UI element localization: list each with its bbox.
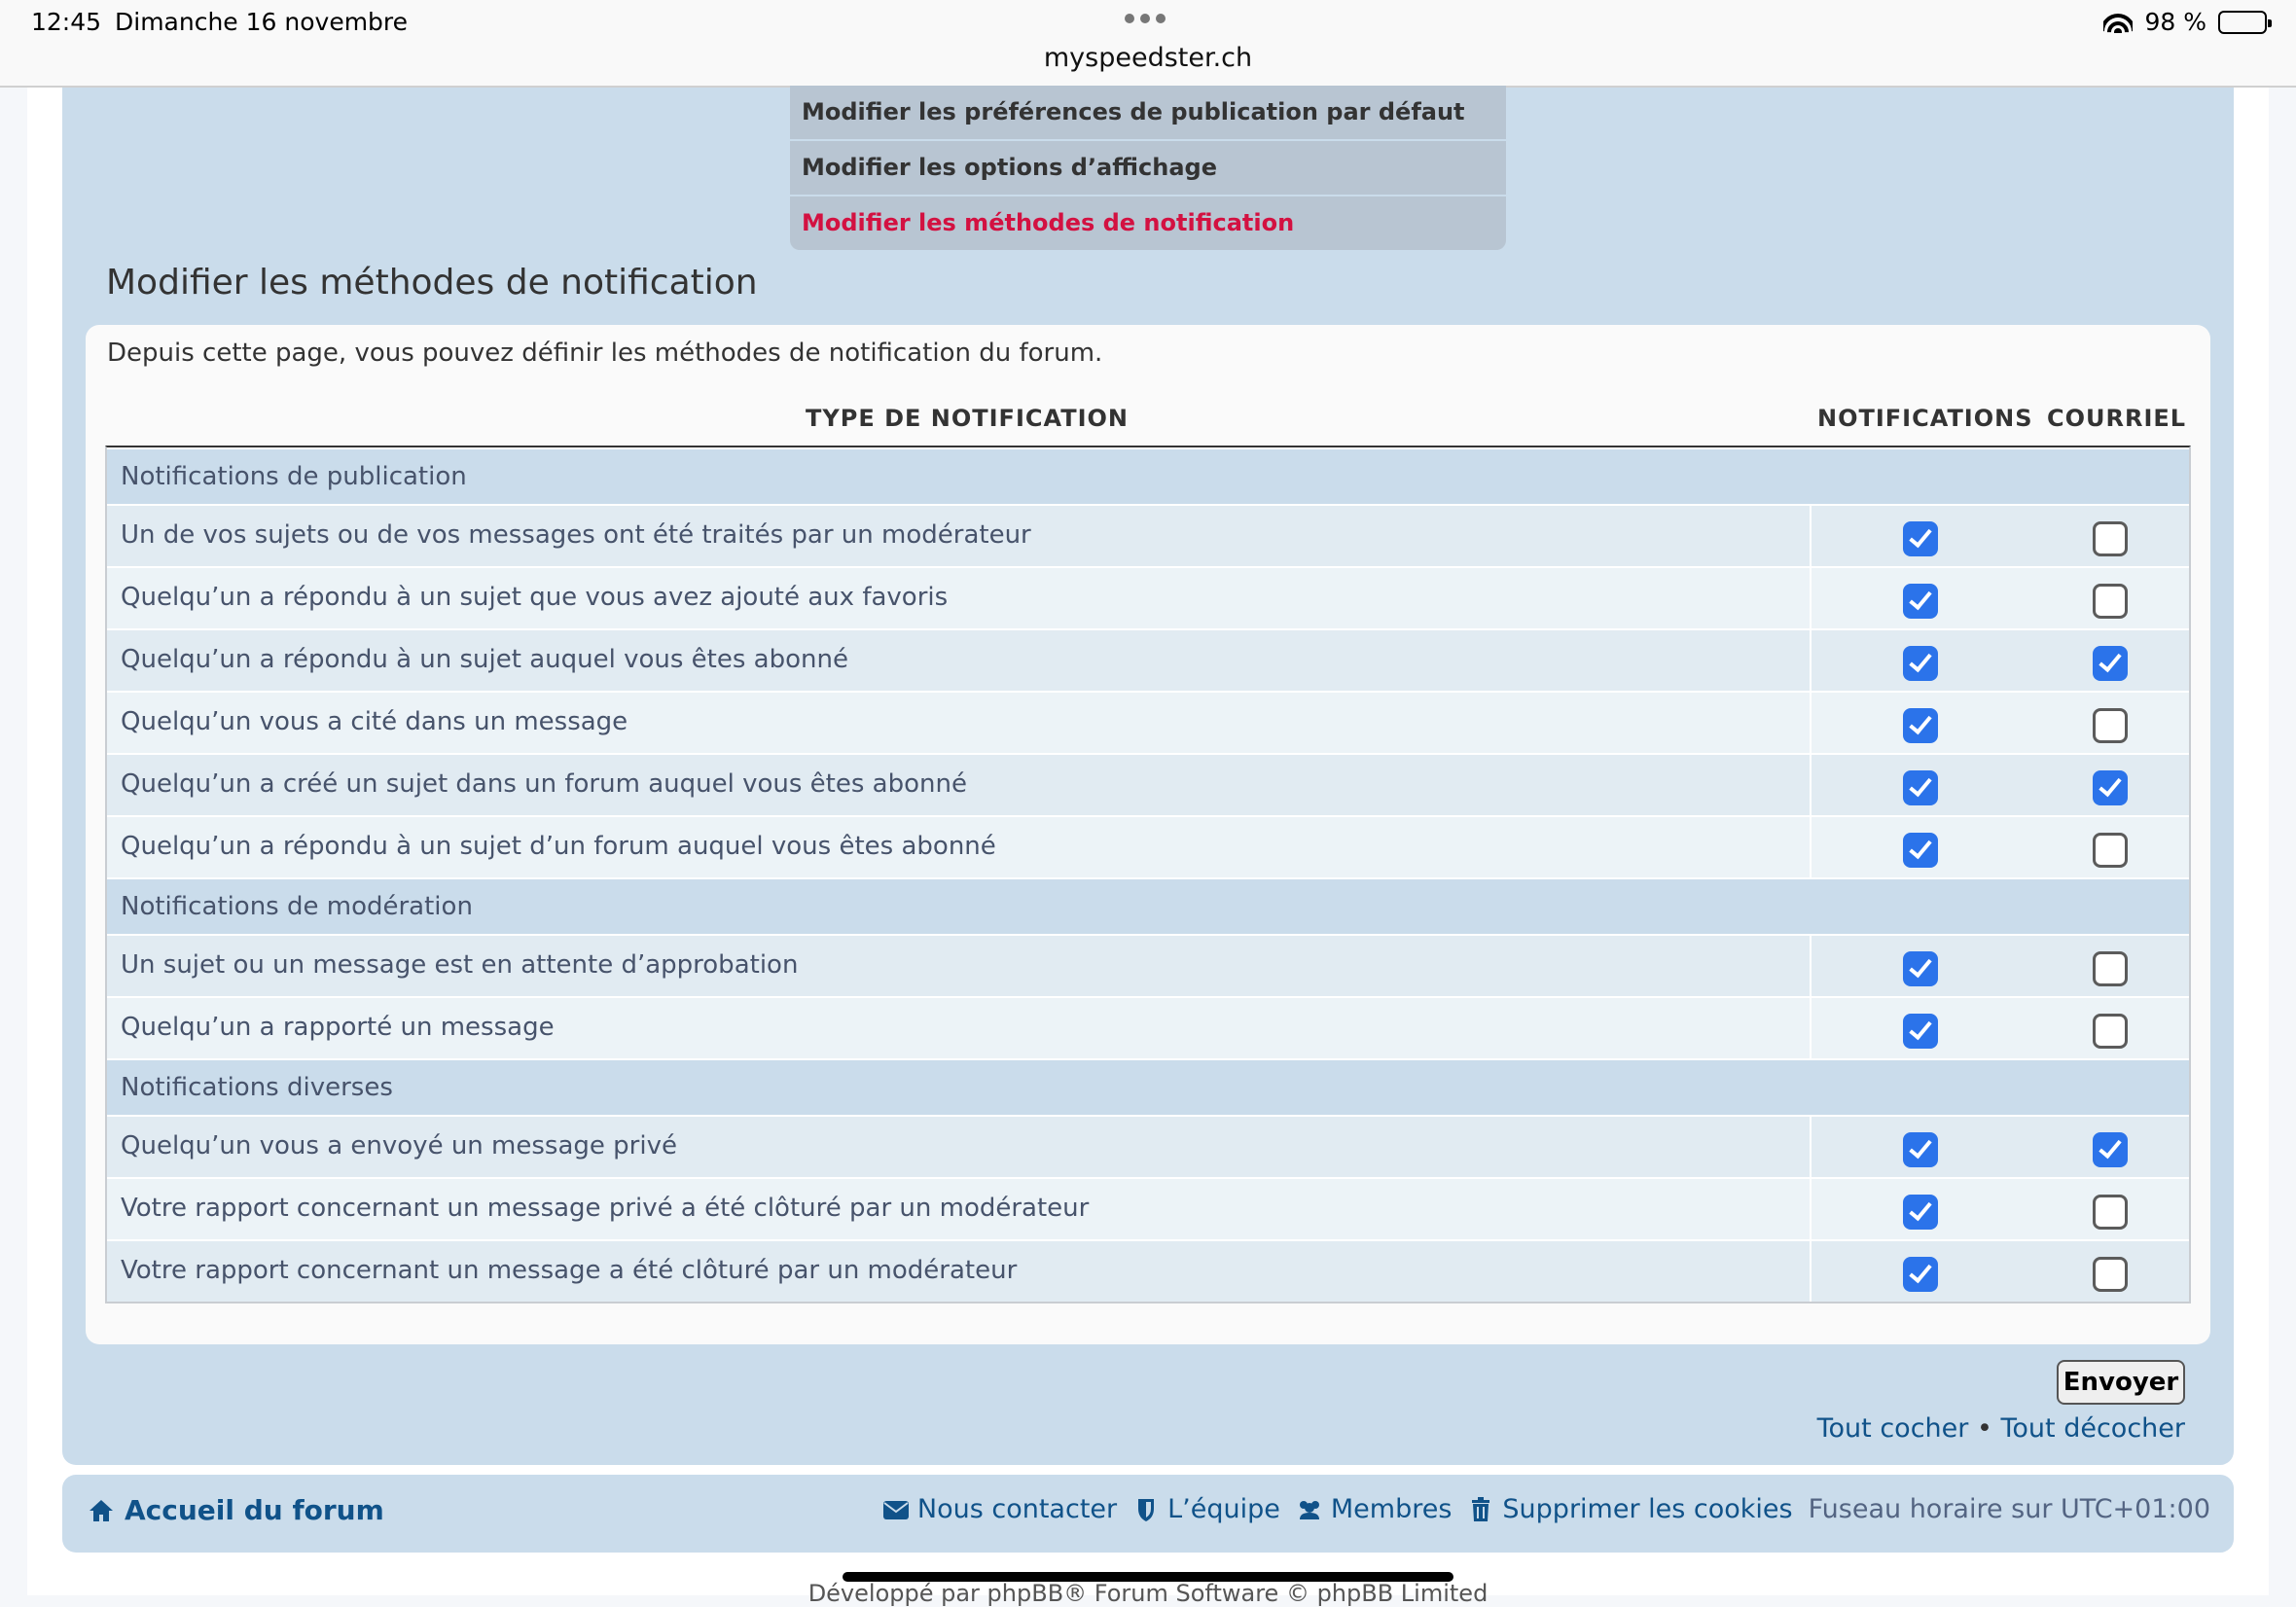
email-checkbox[interactable] [2093,584,2128,619]
email-checkbox[interactable] [2093,1132,2128,1167]
column-divider [1810,1117,1812,1177]
mark-links [1817,1413,2185,1444]
shield-icon [1132,1496,1160,1523]
table-row [107,753,2189,815]
users-icon [1296,1496,1323,1523]
home-icon [88,1497,115,1524]
notification-type-label: Quelqu’un a créé un sujet dans un forum auquel vous êtes abonné [121,769,967,799]
group-row [107,1058,2189,1115]
battery-icon [2218,11,2267,34]
delete-cookies-link[interactable] [1467,1494,1792,1524]
forum-home-link[interactable] [88,1494,384,1526]
notification-type-label: Quelqu’un a répondu à un sujet d’un forum auquel vous êtes abonné [121,832,996,861]
column-divider [1810,936,1812,996]
notification-checkbox[interactable] [1903,584,1938,619]
column-header-email: COURRIEL [2047,405,2187,432]
notification-type-label: Un sujet ou un message est en attente d’approbation [121,950,799,980]
email-checkbox[interactable] [2093,770,2128,805]
submenu-item-notification-methods[interactable]: Modifier les méthodes de notification [790,196,1506,250]
table-row [107,691,2189,753]
table-row [107,566,2189,628]
email-checkbox[interactable] [2093,833,2128,868]
email-checkbox[interactable] [2093,1257,2128,1292]
notification-type-label: Quelqu’un vous a envoyé un message privé [121,1131,677,1161]
submenu-item-display-options[interactable]: Modifier les options d’affichage [790,141,1506,195]
status-date: Dimanche 16 novembre [115,8,409,36]
notification-checkbox[interactable] [1903,1195,1938,1230]
notification-type-label: Un de vos sujets ou de vos messages ont été traités par un modérateur [121,520,1031,550]
group-title: Notifications de publication [121,462,467,491]
ucp-submenu [790,86,1506,252]
column-divider [1810,1241,1812,1302]
address-bar[interactable]: myspeedster.ch [1043,43,1253,73]
email-checkbox[interactable] [2093,951,2128,986]
timezone-text: Fuseau horaire sur UTC+01:00 [1808,1494,2210,1524]
members-link[interactable] [1296,1494,1453,1524]
group-title: Notifications de modération [121,892,473,921]
members-label: Membres [1330,1494,1453,1524]
table-row [107,1115,2189,1177]
notification-checkbox[interactable] [1903,770,1938,805]
browser-status-bar [0,0,2296,88]
email-checkbox[interactable] [2093,646,2128,681]
notification-type-label: Quelqu’un a répondu à un sujet auquel vous êtes abonné [121,645,848,674]
notification-checkbox[interactable] [1903,951,1938,986]
intro-text: Depuis cette page, vous pouvez définir les méthodes de notification du forum. [107,339,1103,368]
column-divider [1810,998,1812,1058]
notification-checkbox[interactable] [1903,646,1938,681]
email-checkbox[interactable] [2093,521,2128,556]
notification-type-label: Quelqu’un a répondu à un sujet que vous avez ajouté aux favoris [121,583,949,612]
column-divider [1810,568,1812,628]
navbar-footer [62,1475,2234,1553]
column-header-notifications: NOTIFICATIONS [1817,405,2033,432]
notification-table [105,446,2191,1303]
column-header-type: TYPE DE NOTIFICATION [806,405,1129,432]
footer-links [882,1494,2210,1524]
column-divider [1810,630,1812,691]
delete-cookies-label: Supprimer les cookies [1502,1494,1793,1524]
page-title: Modifier les méthodes de notification [106,263,758,303]
notification-checkbox[interactable] [1903,521,1938,556]
notification-type-label: Quelqu’un vous a cité dans un message [121,707,628,736]
column-divider [1810,755,1812,815]
table-row [107,1177,2189,1239]
column-divider [1810,506,1812,566]
email-checkbox[interactable] [2093,1014,2128,1049]
notification-checkbox[interactable] [1903,1014,1938,1049]
team-link[interactable] [1132,1494,1280,1524]
battery-percent: 98 % [2144,8,2206,36]
powered-by: Développé par phpBB® Forum Software © phpBB Limited [807,1580,1489,1607]
contact-link[interactable] [882,1494,1117,1524]
status-indicators [2103,8,2267,36]
table-row [107,996,2189,1058]
notification-type-label: Votre rapport concernant un message privé a été clôturé par un modérateur [121,1194,1090,1223]
table-row [107,504,2189,566]
group-title: Notifications diverses [121,1073,393,1102]
group-row [107,877,2189,934]
table-row [107,815,2189,877]
envelope-icon [882,1496,910,1523]
mark-separator: • [1976,1413,1992,1444]
notification-checkbox[interactable] [1903,833,1938,868]
trash-icon [1467,1496,1494,1523]
notification-checkbox[interactable] [1903,1257,1938,1292]
column-divider [1810,1179,1812,1239]
group-row [107,447,2189,504]
email-checkbox[interactable] [2093,1195,2128,1230]
table-row [107,1239,2189,1302]
notification-type-label: Quelqu’un a rapporté un message [121,1013,555,1042]
submenu-item-post-defaults[interactable]: Modifier les préférences de publication par défaut [790,86,1506,139]
status-time: 12:45 [31,8,102,36]
table-row [107,628,2189,691]
column-divider [1810,817,1812,877]
table-row [107,934,2189,996]
notification-checkbox[interactable] [1903,1132,1938,1167]
notification-type-label: Votre rapport concernant un message a été clôturé par un modérateur [121,1256,1018,1285]
team-label: L’équipe [1167,1494,1280,1524]
mark-all-link[interactable]: Tout cocher [1816,1413,1969,1444]
notification-checkbox[interactable] [1903,708,1938,743]
contact-label: Nous contacter [916,1494,1118,1524]
forum-home-label: Accueil du forum [125,1494,384,1526]
column-divider [1810,693,1812,753]
multitasking-dots-icon[interactable] [1125,14,1166,23]
email-checkbox[interactable] [2093,708,2128,743]
unmark-all-link[interactable]: Tout décocher [2000,1413,2185,1444]
submit-button[interactable]: Envoyer [2057,1360,2185,1405]
wifi-icon [2103,12,2133,33]
